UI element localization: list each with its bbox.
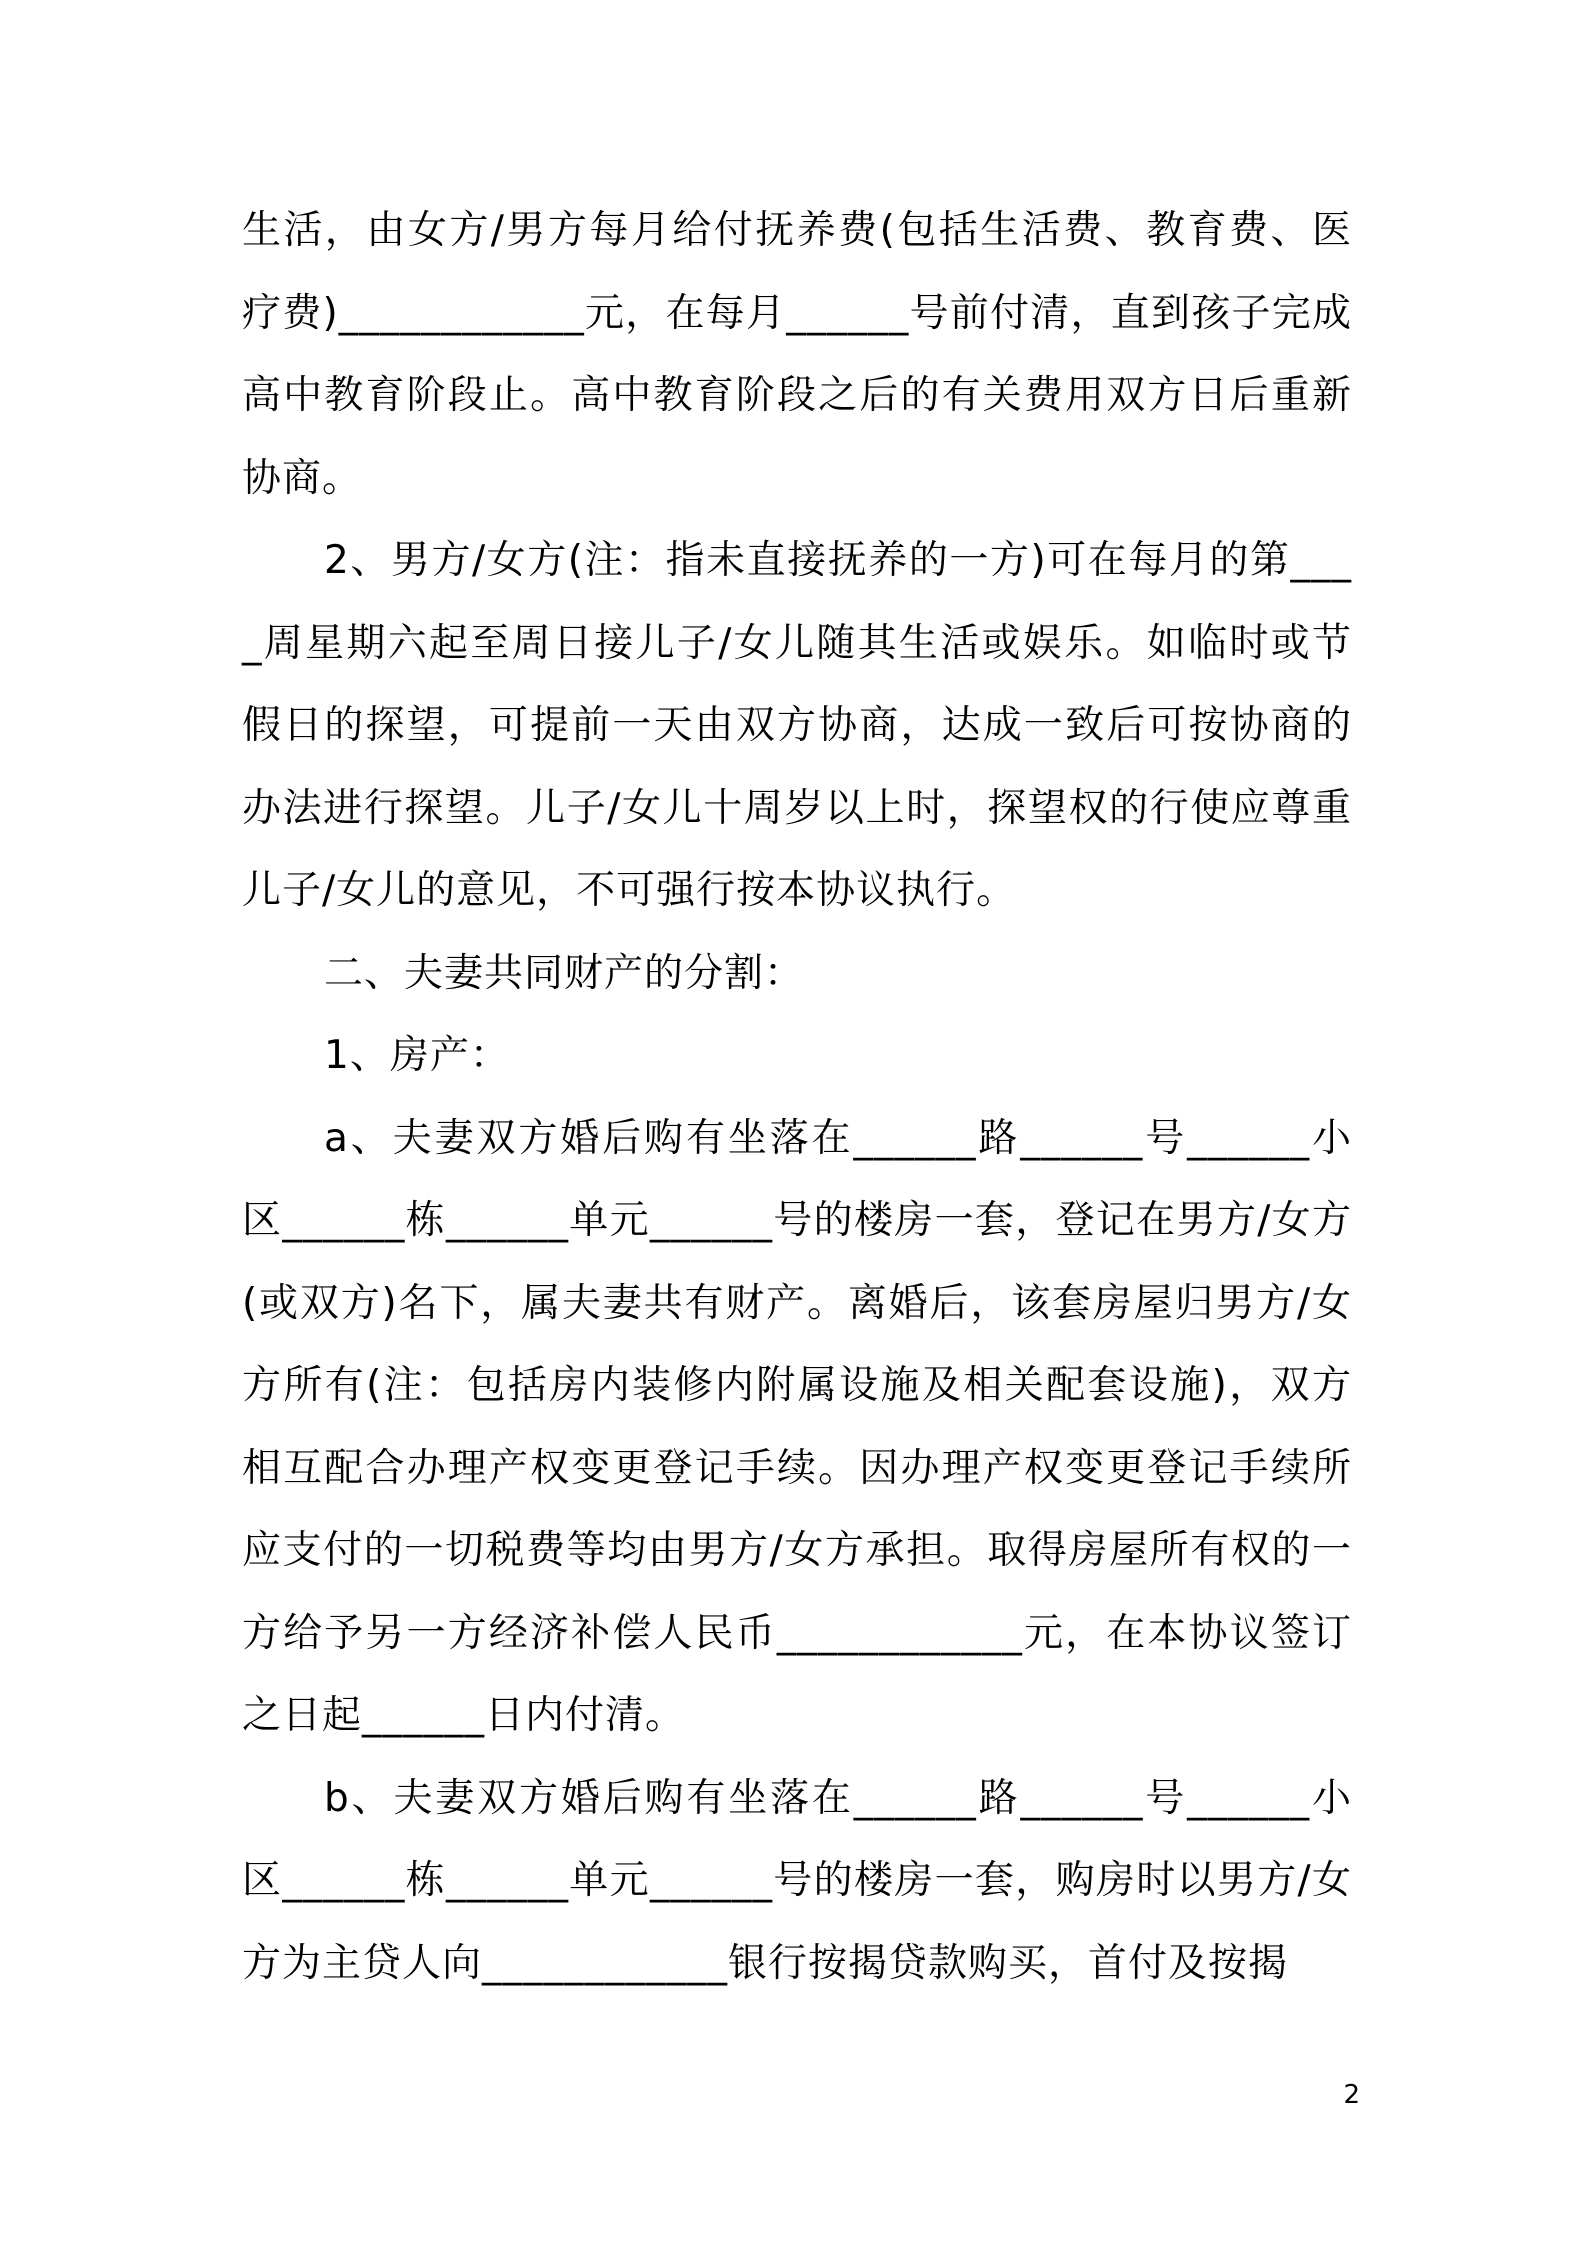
paragraph-child-support: 生活，由女方/男方每月给付抚养费(包括生活费、教育费、医疗费)____________元，在每月______号前付清，直到孩子完成高中教育阶段止。高中教育阶段之后的有关费用双方日后重新协商。 [242, 208, 1352, 501]
paragraph-visitation-rights: 2、男方/女方(注：指未直接抚养的一方)可在每月的第____周星期六起至周日接儿子/女儿随其生活或娱乐。如临时或节假日的探望，可提前一天由双方协商，达成一致后可按协商的办法进行探望。儿子/女儿十周岁以上时，探望权的行使应尊重儿子/女儿的意见，不可强行按本协议执行。 [242, 538, 1352, 913]
section-heading-property-division: 二、夫妻共同财产的分割： [324, 950, 805, 996]
paragraph-property-a: a、夫妻双方婚后购有坐落在______路______号______小区______栋______单元______号的楼房一套，登记在男方/女方(或双方)名下，属夫妻共有财产。离婚后，该套房屋归男方/女方所有(注：包括房内装修内附属设施及相关配套设施)，双方相互配合办理产权变更登记手续。因办理产权变更登记手续所应支付的一切税费等均由男方/女方承担。取得房屋所有权的一方给予另一方经济补偿人民币____________元，在本协议签订之日起______日内付清。 [242, 1115, 1352, 1738]
document-body [242, 190, 1352, 2005]
subsection-heading-real-estate: 1、房产： [324, 1033, 510, 1078]
paragraph-property-b: b、夫妻双方婚后购有坐落在______路______号______小区______栋______单元______号的楼房一套，购房时以男方/女方为主贷人向____________银行按揭贷款购买，首付及按揭 [242, 1775, 1352, 1986]
page-number: 2 [1343, 2080, 1360, 2110]
